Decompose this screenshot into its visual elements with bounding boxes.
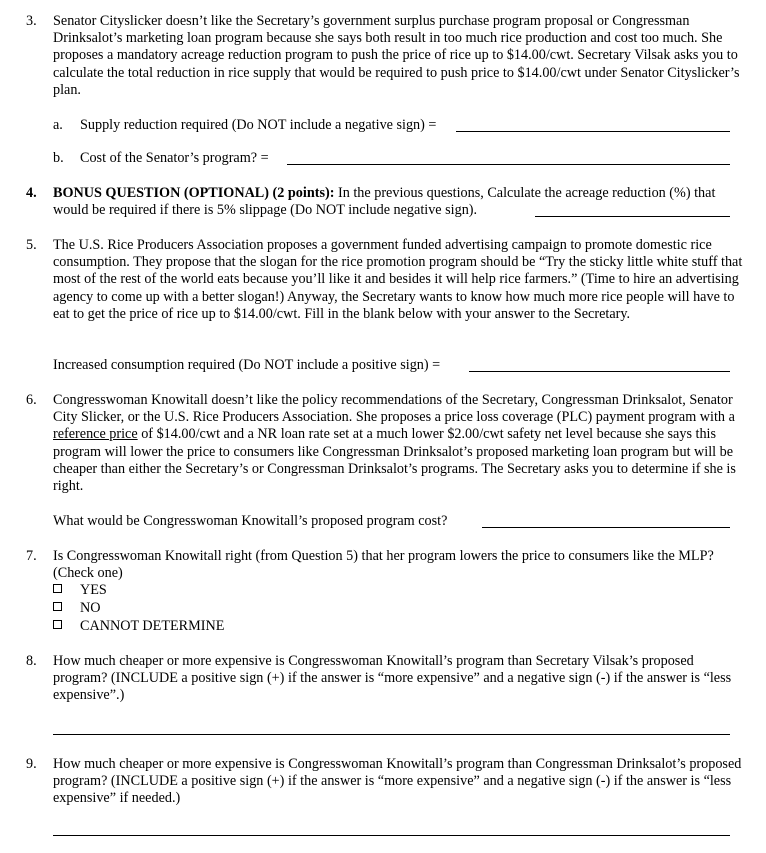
question-text: How much cheaper or more expensive is Congresswoman Knowitall’s program than Congressman Drinksalot’s proposed program? (INCLUDE a positive sign (+) if the answer is “more expensive” and a negative sign (-) if the answer is “less expensive” if needed.) [53, 756, 742, 807]
checkbox-icon[interactable] [53, 620, 62, 629]
answer-line-3a[interactable] [456, 131, 730, 132]
question-number: 8. [26, 653, 37, 669]
option-no[interactable] [53, 600, 101, 617]
question-text [53, 185, 743, 219]
question-number: 3. [26, 13, 37, 29]
bonus-heading: BONUS QUESTION (OPTIONAL) (2 points): [53, 185, 335, 201]
answer-line-9[interactable] [53, 835, 730, 836]
option-yes[interactable] [53, 582, 107, 599]
sub-text: Cost of the Senator’s program? = [80, 150, 269, 166]
answer-line-4[interactable] [535, 216, 730, 217]
question-number: 6. [26, 392, 37, 408]
answer-label-5: Increased consumption required (Do NOT include a positive sign) = [53, 357, 441, 373]
answer-line-8[interactable] [53, 734, 730, 735]
question-text-part: Congresswoman Knowitall doesn’t like the policy recommendations of the Secretary, Congressman Drinksalot, Senator City Slicker, or the U.S. Rice Producers Association. She proposes a price loss coverage (PLC) payment program with a [53, 392, 735, 426]
question-text: How much cheaper or more expensive is Congresswoman Knowitall’s program than Secretary Vilsak’s proposed program? (INCLUDE a positive sign (+) if the answer is “more expensive” and a negative sign (-) if the answer is “less expensive”.) [53, 653, 732, 704]
sub-label: a. [53, 117, 63, 133]
question-text: The U.S. Rice Producers Association proposes a government funded advertising campaign to promote domestic rice consumption. They propose that the slogan for the rice promotion program should be “Try the sticky little white stuff that most of the rest of the world eats because you’ll like it and besides it will help rice farmers.” (Time to hire an advertising agency to come up with a better slogan!) Anyway, the Secretary wants to know how much more rice people will have to eat to get the price of rice up to $14.00/cwt. Fill in the blank below with your answer to the Secretary. [53, 237, 743, 322]
question-number: 4. [26, 185, 37, 201]
question-number: 7. [26, 548, 37, 564]
answer-label-6: What would be Congresswoman Knowitall’s proposed program cost? [53, 513, 448, 529]
option-label: CANNOT DETERMINE [80, 618, 225, 634]
option-label: NO [80, 600, 101, 616]
answer-line-5[interactable] [469, 371, 730, 372]
checkbox-icon[interactable] [53, 584, 62, 593]
question-number: 9. [26, 756, 37, 772]
answer-line-3b[interactable] [287, 164, 730, 165]
sub-text: Supply reduction required (Do NOT include a negative sign) = [80, 117, 437, 133]
bonus-text: In the previous questions, Calculate the acreage reduction (%) that would be required if there is 5% slippage (Do NOT include negative sign). [53, 185, 716, 219]
checkbox-icon[interactable] [53, 602, 62, 611]
option-cannot-determine[interactable] [53, 618, 224, 635]
option-label: YES [80, 582, 107, 598]
question-number: 5. [26, 237, 37, 253]
answer-line-6[interactable] [482, 527, 730, 528]
question-text [53, 392, 743, 495]
question-text: Senator Cityslicker doesn’t like the Secretary’s government surplus purchase program proposal or Congressman Drinksalot’s marketing loan program because she says both result in too much rice production and cost too much. She proposes a mandatory acreage reduction program to push the price of rice up to $14.00/cwt. Secretary Vilsak asks you to calculate the total reduction in rice supply that would be required to push price to $14.00/cwt under Senator Cityslicker’s plan. [53, 13, 740, 98]
sub-label: b. [53, 150, 64, 166]
question-text: Is Congresswoman Knowitall right (from Question 5) that her program lowers the price to consumers like the MLP? (Check one) [53, 548, 714, 582]
reference-price-link[interactable]: reference price [53, 426, 138, 443]
question-text-part: of $14.00/cwt and a NR loan rate set at a much lower $2.00/cwt safety net level because she says this program will lower the price to consumers like Congressman Drinksalot’s proposed marketing loan program but will be cheaper than either the Secretary’s or Congressman Drinksalot’s programs. The Secretary asks you to determine if she is right. [53, 426, 736, 495]
